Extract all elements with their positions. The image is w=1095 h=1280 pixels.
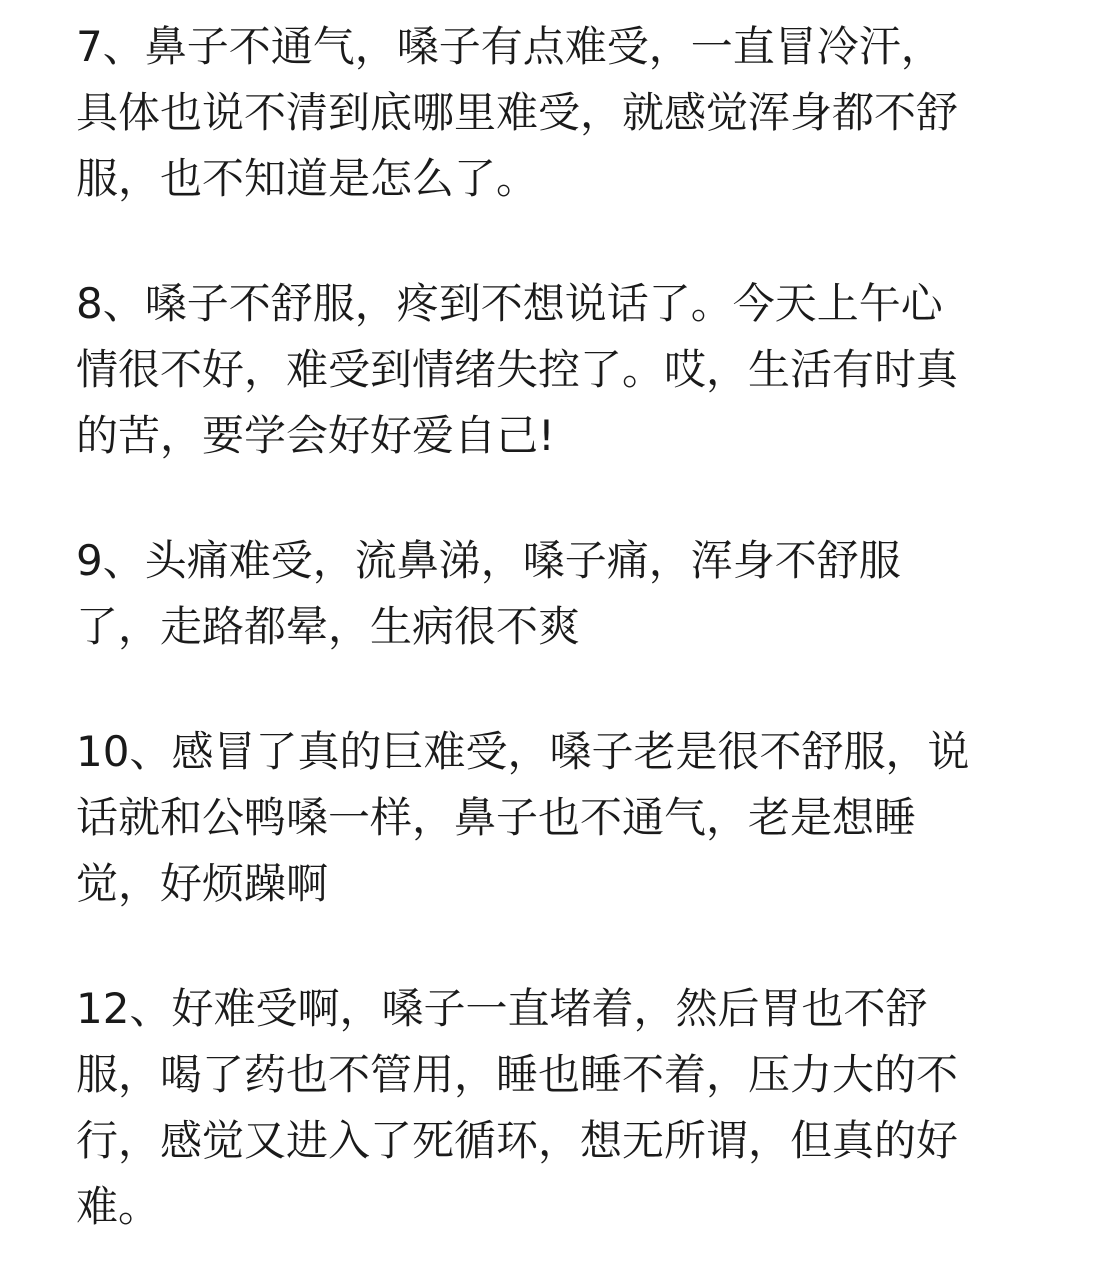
entry-7 [76, 14, 1056, 212]
text-line: 话就和公鸭嗓一样，鼻子也不通气，老是想睡 [76, 793, 917, 842]
text-line: 觉，好烦躁啊 [76, 859, 329, 908]
text-line: 9、头痛难受，流鼻涕，嗓子痛，浑身不舒服 [76, 536, 901, 585]
text-line: 的苦，要学会好好爱自己! [76, 411, 555, 460]
text-line: 行，感觉又进入了死循环，想无所谓，但真的好 [76, 1116, 959, 1165]
entry-9 [76, 528, 1056, 660]
text-line: 7、鼻子不通气，嗓子有点难受，一直冒冷汗， [76, 22, 943, 71]
text-line: 具体也说不清到底哪里难受，就感觉浑身都不舒 [76, 88, 959, 137]
text-line: 8、嗓子不舒服，疼到不想说话了。今天上午心 [76, 279, 943, 328]
text-line: 难。 [76, 1182, 161, 1231]
entry-10 [76, 719, 1056, 917]
text-line: 情很不好，难受到情绪失控了。哎，生活有时真 [76, 345, 959, 394]
text-line: 10、感冒了真的巨难受，嗓子老是很不舒服，说 [76, 727, 970, 776]
entry-8 [76, 271, 1056, 469]
entry-12 [76, 976, 1056, 1240]
text-line: 了，走路都晕，生病很不爽 [76, 602, 581, 651]
text-line: 服，也不知道是怎么了。 [76, 154, 539, 203]
text-line: 12、好难受啊，嗓子一直堵着，然后胃也不舒 [76, 984, 928, 1033]
text-line: 服，喝了药也不管用，睡也睡不着，压力大的不 [76, 1050, 959, 1099]
